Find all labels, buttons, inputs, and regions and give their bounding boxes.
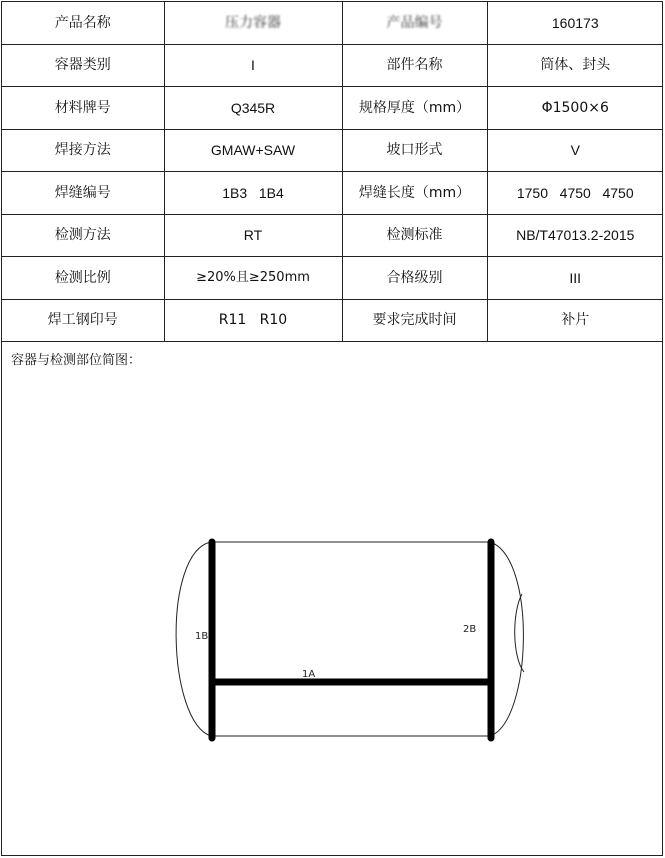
value-product-number: 160173 — [487, 2, 663, 44]
label-weld-length: 焊缝长度（mm） — [342, 172, 487, 215]
label-product-name: 产品名称 — [2, 2, 164, 44]
label-inspection-ratio: 检测比例 — [2, 257, 164, 300]
value-inspection-standard: NB/T47013.2-2015 — [487, 214, 663, 257]
value-spec-thickness: Φ1500×6 — [487, 87, 663, 130]
label-left-seam: 1B — [195, 631, 209, 642]
label-groove-form: 坡口形式 — [342, 129, 487, 172]
label-spec-thickness: 规格厚度（mm） — [342, 87, 487, 130]
value-welder-stamp: R11 R10 — [164, 299, 342, 342]
inspection-sheet — [1, 1, 663, 856]
vessel-diagram — [2, 2, 663, 855]
value-weld-length: 1750 4750 4750 — [487, 172, 663, 215]
label-welding-method: 焊接方法 — [2, 129, 164, 172]
label-acceptance-level: 合格级别 — [342, 257, 487, 300]
value-groove-form: V — [487, 129, 663, 172]
value-welding-method: GMAW+SAW — [164, 129, 342, 172]
label-long-seam: 1A — [302, 669, 316, 680]
vessel-body-outline — [211, 542, 490, 736]
value-inspection-ratio: ≥20%且≥250mm — [164, 257, 342, 300]
diagram-title: 容器与检测部位简图： — [11, 353, 142, 368]
value-weld-number: 1B3 1B4 — [164, 172, 342, 215]
label-material-grade: 材料牌号 — [2, 87, 164, 130]
value-product-name: 压力容器 — [164, 2, 342, 44]
value-inspection-method: RT — [164, 214, 342, 257]
label-part-name: 部件名称 — [342, 44, 487, 87]
label-product-number: 产品编号 — [342, 2, 487, 44]
label-right-seam: 2B — [463, 624, 477, 635]
value-acceptance-level: III — [487, 257, 663, 300]
label-completion-time: 要求完成时间 — [342, 299, 487, 342]
value-material-grade: Q345R — [164, 87, 342, 130]
label-weld-number: 焊缝编号 — [2, 172, 164, 215]
right-head-outline — [490, 542, 523, 736]
label-vessel-category: 容器类别 — [2, 44, 164, 87]
value-part-name: 筒体、封头 — [487, 44, 663, 87]
label-inspection-standard: 检测标准 — [342, 214, 487, 257]
value-completion-time: 补片 — [487, 299, 663, 342]
value-vessel-category: I — [164, 44, 342, 87]
label-welder-stamp: 焊工钢印号 — [2, 299, 164, 342]
label-inspection-method: 检测方法 — [2, 214, 164, 257]
